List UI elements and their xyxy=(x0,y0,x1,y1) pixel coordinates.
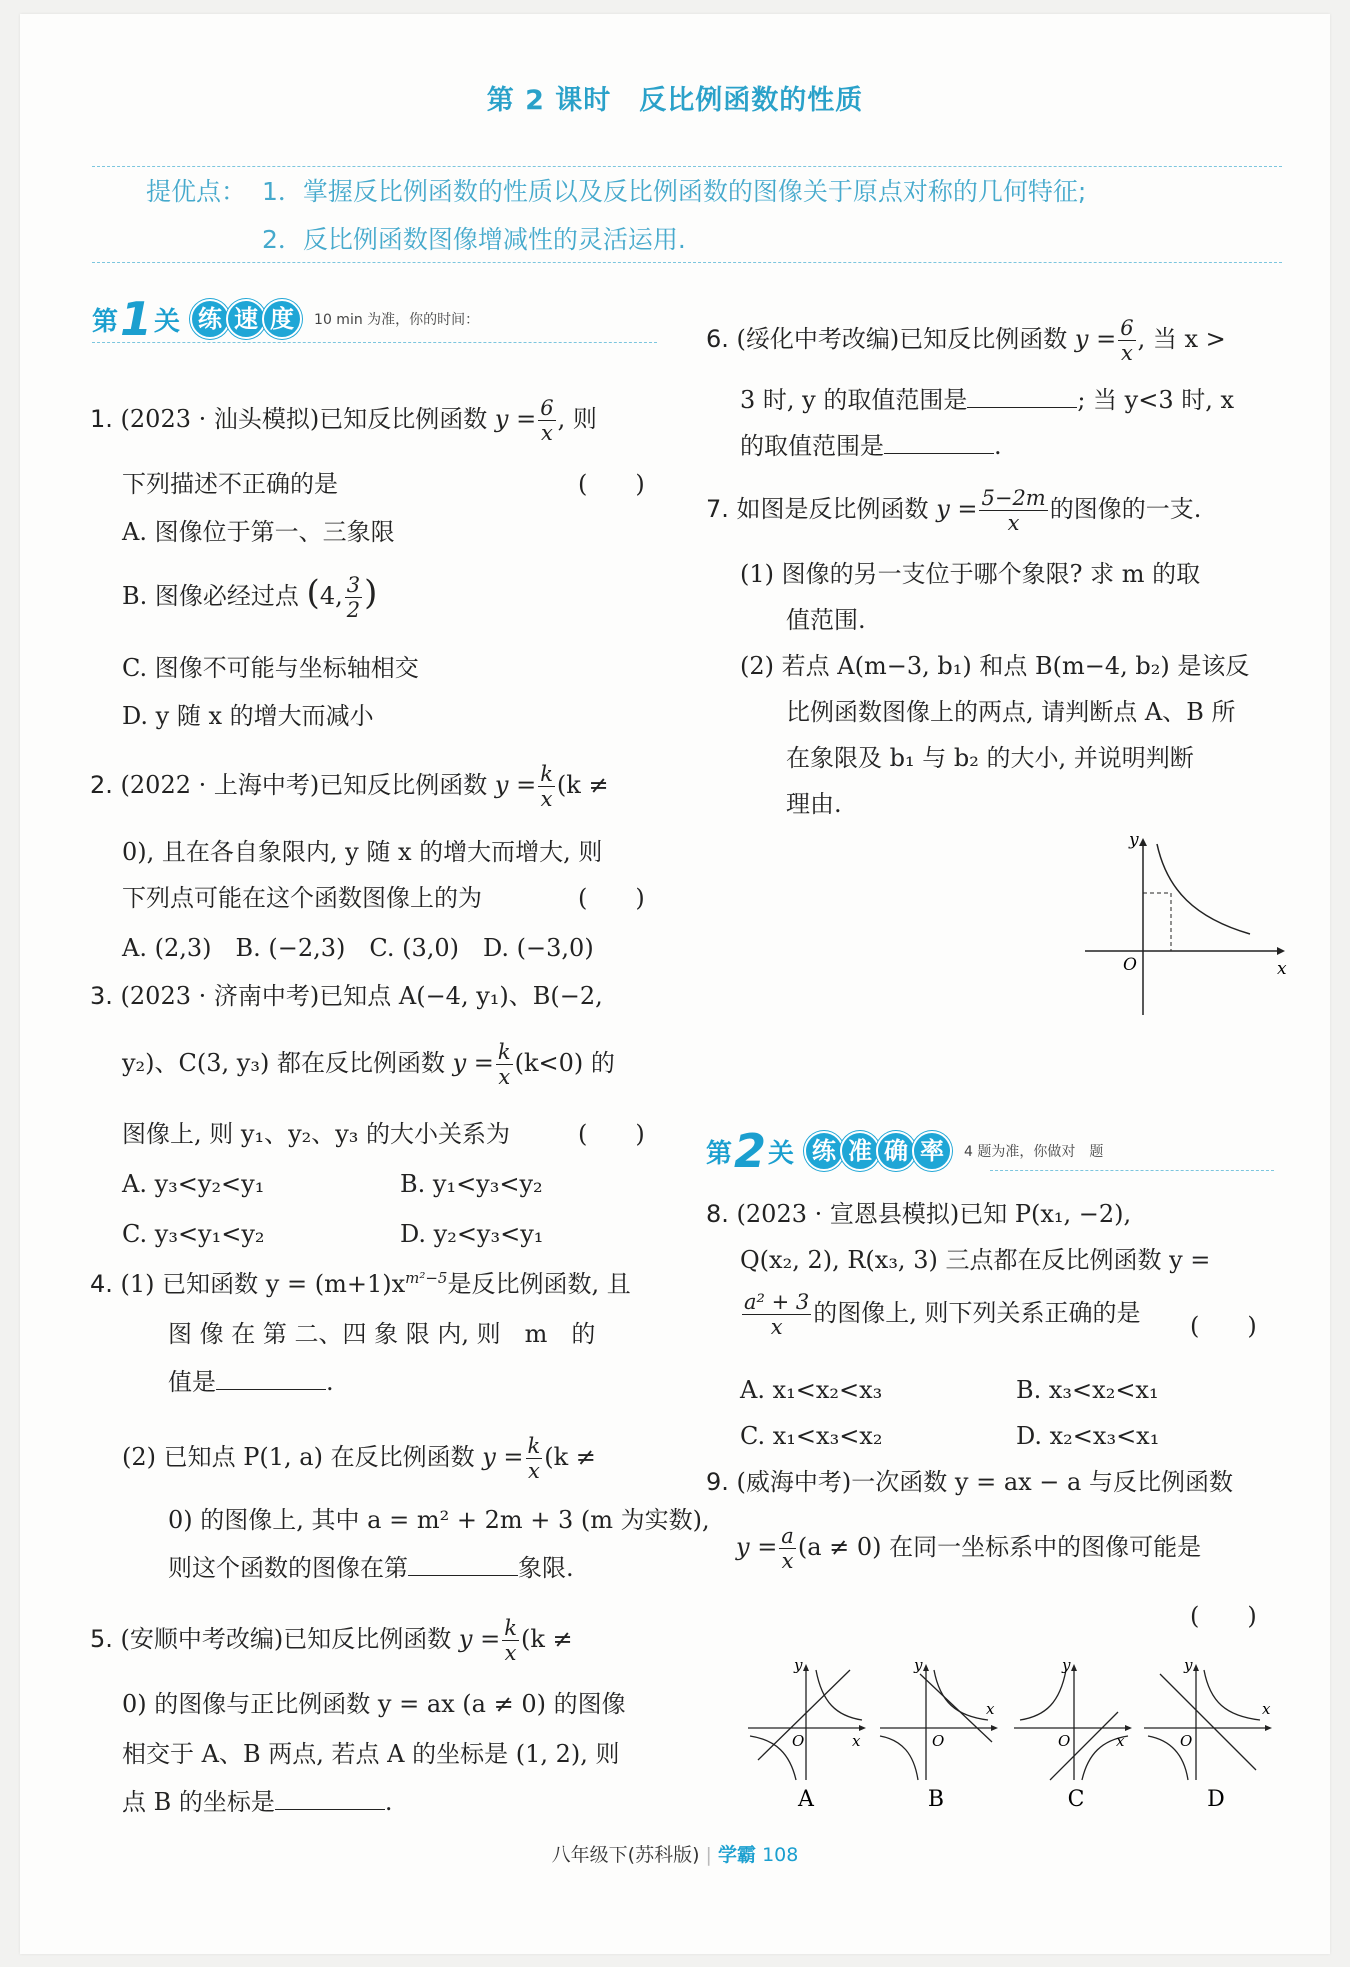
q1-number: 1. xyxy=(90,405,113,434)
q6-stem: 已知反比例函数 xyxy=(899,325,1068,354)
q2-stem: 已知反比例函数 xyxy=(319,771,488,800)
section2-header xyxy=(706,1124,1104,1178)
q4-part2-line3 xyxy=(168,1550,574,1586)
q7-y-arrow xyxy=(1139,838,1147,846)
q5-line2: 0) 的图像与正比例函数 y = ax (a ≠ 0) 的图像 xyxy=(122,1690,626,1718)
section2-underline xyxy=(990,1170,1274,1171)
q2-y-eq: y = xyxy=(494,771,537,800)
q1-option-b: B. 图像必经过点 (4, $\frac{3}{2}$ ) xyxy=(122,572,378,622)
q4-blank-2[interactable] xyxy=(408,1551,518,1576)
q9-frac-den: x xyxy=(781,1549,794,1574)
q4-y-eq: y = xyxy=(482,1443,524,1472)
q9-caption-c: C xyxy=(1067,1787,1085,1810)
q9-d-origin: O xyxy=(1180,1732,1193,1750)
section1-underline xyxy=(92,342,657,343)
q9-d-y-label: y xyxy=(1184,1656,1193,1674)
q4-frac-num: k xyxy=(527,1434,541,1458)
q1-y-eq: y = xyxy=(494,405,537,434)
q7-number: 7. xyxy=(706,495,729,524)
q8-option-b: B. x₃<x₂<x₁ xyxy=(1016,1376,1159,1404)
q5-y-eq: y = xyxy=(458,1625,501,1654)
q7-origin-label: O xyxy=(1123,955,1137,975)
section1-badge-char: 度 xyxy=(262,299,302,339)
q8-answer-paren: ( ) xyxy=(1190,1312,1257,1340)
q1-fraction xyxy=(538,396,555,445)
q9-line2-text: (a ≠ 0) 在同一坐标系中的图像可能是 xyxy=(797,1533,1202,1562)
q4-part1-end: 是反比例函数, 且 xyxy=(447,1270,631,1298)
q3-option-d: D. y₂<y₃<y₁ xyxy=(400,1220,544,1248)
q8-line3-text: 的图像上, 则下列关系正确的是 xyxy=(813,1299,1141,1328)
q3-number: 3. xyxy=(90,982,113,1010)
q8-stem: 已知 P(x₁, −2), xyxy=(959,1200,1132,1228)
q5-line1 xyxy=(90,1616,573,1665)
q9-graphs xyxy=(740,1650,1280,1810)
q3-source: (2023 · 济南中考) xyxy=(120,982,320,1010)
section2-badge-char: 确 xyxy=(876,1131,916,1171)
q2-number: 2. xyxy=(90,771,113,800)
q3-line2-text: y₂)、C(3, y₃) 都在反比例函数 xyxy=(122,1049,445,1078)
q7-line1 xyxy=(706,486,1201,535)
q4-part2-text: (2) 已知点 P(1, a) 在反比例函数 xyxy=(122,1443,475,1472)
q3-frac-num: k xyxy=(497,1040,511,1064)
q1-b-frac-den: 2 xyxy=(346,598,361,622)
section2-badge-char: 练 xyxy=(804,1131,844,1171)
footer-brand: 学霸 xyxy=(718,1844,757,1866)
q1-option-a: A. 图像位于第一、三象限 xyxy=(122,518,395,546)
footer-grade: 八年级下(苏科版) xyxy=(551,1844,700,1866)
q9-stem: 一次函数 y = ax − a 与反比例函数 xyxy=(851,1468,1233,1496)
section2-di: 第 xyxy=(706,1138,733,1169)
q6-frac-den: x xyxy=(1120,341,1133,366)
q2-stem-end: (k ≠ xyxy=(556,771,609,800)
q9-caption-d: D xyxy=(1207,1787,1225,1810)
q5-frac-den: x xyxy=(504,1641,517,1666)
q8-number: 8. xyxy=(706,1200,729,1228)
q9-y-eq: y = xyxy=(736,1533,778,1562)
q5-stem: 已知反比例函数 xyxy=(283,1625,452,1654)
q9-line1 xyxy=(706,1464,1233,1500)
q7-part2-line2: 比例函数图像上的两点, 请判断点 A、B 所 xyxy=(786,698,1236,726)
q9-fraction xyxy=(779,1524,796,1573)
q4-frac-den: x xyxy=(527,1459,540,1484)
q5-fraction xyxy=(502,1616,519,1665)
q3-option-c: C. y₃<y₁<y₂ xyxy=(122,1220,265,1248)
section1-note: 10 min 为准，你的时间： xyxy=(314,312,480,328)
q2-fraction xyxy=(538,762,555,811)
q1-option-b-point: 4, xyxy=(319,582,343,610)
q1-line2: 下列描述不正确的是 xyxy=(122,470,338,498)
goal-top-border xyxy=(92,166,1282,167)
q3-line2-end: (k<0) 的 xyxy=(514,1049,615,1078)
q8-option-c: C. x₁<x₃<x₂ xyxy=(740,1422,883,1450)
section1-badge-char: 练 xyxy=(190,299,230,339)
q1-option-c: C. 图像不可能与坐标轴相交 xyxy=(122,654,419,682)
q9-b-origin: O xyxy=(932,1732,945,1750)
page-footer: 八年级下(苏科版) | 学霸 108 xyxy=(551,1844,799,1866)
q6-line3-text: 的取值范围是 xyxy=(740,432,884,460)
q9-graph-b xyxy=(880,1656,998,1780)
q4-part1-line2: 图 像 在 第 二、四 象 限 内, 则 m 的 xyxy=(168,1320,596,1348)
q6-line2-text: 3 时, y 的取值范围是 xyxy=(740,386,968,414)
q9-graph-c xyxy=(1014,1656,1132,1780)
q5-stem-end: (k ≠ xyxy=(520,1625,573,1654)
section2-badge-char: 准 xyxy=(840,1131,880,1171)
q3-option-b: B. y₁<y₃<y₂ xyxy=(400,1170,543,1198)
q7-part2-line3: 在象限及 b₁ 与 b₂ 的大小, 并说明判断 xyxy=(786,744,1194,772)
q9-b-x-label: x xyxy=(986,1700,995,1718)
section1-guan: 关 xyxy=(154,306,181,337)
q6-line2-end: ; 当 y<3 时, x xyxy=(1077,386,1235,414)
q8-source: (2023 · 宣恩县模拟) xyxy=(736,1200,960,1228)
q4-part2-line2: 0) 的图像上, 其中 a = m² + 2m + 3 (m 为实数), xyxy=(168,1506,710,1534)
q5-line4-text: 点 B 的坐标是 xyxy=(122,1788,275,1816)
section1-number: 1 xyxy=(120,292,153,346)
q7-part2-line4: 理由. xyxy=(786,790,842,818)
q6-stem-end: , 当 x > xyxy=(1137,325,1226,354)
q5-number: 5. xyxy=(90,1625,113,1654)
q4-part2-line1 xyxy=(122,1434,596,1483)
q8-fraction xyxy=(742,1290,811,1339)
q8-option-a: A. x₁<x₂<x₃ xyxy=(740,1376,883,1404)
q9-graph-a xyxy=(748,1656,866,1780)
q9-frac-num: a xyxy=(781,1524,794,1548)
q1-answer-paren: ( ) xyxy=(578,470,645,498)
q9-c-y-label: y xyxy=(1062,1656,1071,1674)
q9-c-x-label: x xyxy=(1116,1732,1125,1750)
goal-item-2: 2．反比例函数图像增减性的灵活运用. xyxy=(262,225,686,254)
q9-a-origin: O xyxy=(792,1732,805,1750)
q7-stem: 如图是反比例函数 xyxy=(736,495,929,524)
q9-answer-paren: ( ) xyxy=(1190,1602,1257,1630)
q9-a-x-label: x xyxy=(852,1732,861,1750)
q7-graph xyxy=(1085,830,1290,1015)
footer-page-number: 108 xyxy=(762,1844,799,1866)
q1-frac-den: x xyxy=(540,421,553,446)
q1-option-d: D. y 随 x 的增大而减小 xyxy=(122,702,374,730)
q7-y-eq: y = xyxy=(936,495,978,524)
q8-line1 xyxy=(706,1196,1131,1232)
q6-blank-1[interactable] xyxy=(967,383,1077,408)
q4-exponent: m²−5 xyxy=(405,1269,448,1287)
q3-frac-den: x xyxy=(498,1065,511,1090)
section1-badge-char: 速 xyxy=(226,299,266,339)
q6-y-eq: y = xyxy=(1074,325,1117,354)
section1-di: 第 xyxy=(92,306,119,337)
q7-curve xyxy=(1157,844,1250,934)
q2-options: A. (2,3) B. (−2,3) C. (3,0) D. (−3,0) xyxy=(122,934,594,962)
q3-fraction xyxy=(496,1040,513,1089)
q7-part1-line2: 值范围. xyxy=(786,606,866,634)
section2-badge-char: 率 xyxy=(912,1131,952,1171)
q1-b-frac-num: 3 xyxy=(346,572,361,597)
q5-blank[interactable] xyxy=(275,1785,385,1810)
q4-part2-end: (k ≠ xyxy=(544,1443,596,1472)
section1-badge xyxy=(190,299,298,339)
q6-line3: 的取值范围是 . xyxy=(740,428,1002,464)
q9-c-origin: O xyxy=(1058,1732,1071,1750)
q5-frac-num: k xyxy=(504,1616,517,1640)
q7-x-arrow xyxy=(1277,947,1285,955)
goal-bottom-border xyxy=(92,262,1282,263)
q2-line3: 下列点可能在这个函数图像上的为 xyxy=(122,884,482,912)
q2-frac-num: k xyxy=(540,762,553,786)
q1-line1 xyxy=(90,396,597,445)
q3-option-a: A. y₃<y₂<y₁ xyxy=(122,1170,265,1198)
q8-line2: Q(x₂, 2), R(x₃, 3) 三点都在反比例函数 y = xyxy=(740,1246,1211,1274)
q6-source: (绥化中考改编) xyxy=(736,325,900,354)
q9-caption-b: B xyxy=(927,1787,945,1810)
section2-note: 4 题为准，你做对 题 xyxy=(964,1144,1104,1160)
q4-blank-1[interactable] xyxy=(216,1365,326,1390)
goal-item-1: 1．掌握反比例函数的性质以及反比例函数的图像关于原点对称的几何特征; xyxy=(262,177,1087,206)
q6-blank-2[interactable] xyxy=(884,429,994,454)
q1-option-b-text: B. 图像必经过点 xyxy=(122,582,299,610)
q9-b-y-label: y xyxy=(914,1656,923,1674)
q9-graph-d xyxy=(1144,1656,1272,1780)
q4-part1-line3: 值是 . xyxy=(168,1364,334,1400)
q4-part1-text: (1) 已知函数 y = (m+1)x xyxy=(120,1270,406,1298)
q3-y-eq: y = xyxy=(452,1049,494,1078)
q7-frac-num: 5−2m xyxy=(981,486,1046,510)
q7-fraction xyxy=(979,486,1047,535)
q1-stem-end: , 则 xyxy=(557,405,597,434)
q1-option-b-fraction xyxy=(345,573,362,622)
q5-line4: 点 B 的坐标是 . xyxy=(122,1784,393,1820)
section2-guan: 关 xyxy=(768,1138,795,1169)
section1-header xyxy=(92,292,480,346)
q3-line2 xyxy=(122,1040,615,1089)
q7-stem-end: 的图像的一支. xyxy=(1049,495,1202,524)
q2-source: (2022 · 上海中考) xyxy=(120,771,320,800)
q7-part1: (1) 图像的另一支位于哪个象限? 求 m 的取 xyxy=(740,560,1201,588)
q1-stem: 已知反比例函数 xyxy=(319,405,488,434)
q6-frac-num: 6 xyxy=(1120,316,1134,340)
q9-number: 9. xyxy=(706,1468,729,1496)
q4-part1-line3-text: 值是 xyxy=(168,1368,216,1396)
q5-source: (安顺中考改编) xyxy=(120,1625,284,1654)
q1-source: (2023 · 汕头模拟) xyxy=(120,405,320,434)
q8-frac-den: x xyxy=(770,1315,783,1340)
q2-frac-den: x xyxy=(540,787,553,812)
section2-badge xyxy=(804,1131,948,1171)
q3-stem: 已知点 A(−4, y₁)、B(−2, xyxy=(319,982,603,1010)
q9-d-x-label: x xyxy=(1262,1700,1271,1718)
q9-source: (威海中考) xyxy=(736,1468,852,1496)
section2-number: 2 xyxy=(734,1124,767,1178)
q4-part2-line3-end: 象限. xyxy=(518,1554,574,1582)
q3-answer-paren: ( ) xyxy=(578,1120,645,1148)
page-title: 第 2 课时 反比例函数的性质 xyxy=(486,85,864,116)
q6-fraction xyxy=(1118,316,1135,365)
q3-line3: 图像上, 则 y₁、y₂、y₃ 的大小关系为 xyxy=(122,1120,511,1148)
q8-frac-num: a² + 3 xyxy=(744,1290,810,1314)
q3-line1 xyxy=(90,978,603,1014)
q4-fraction xyxy=(526,1434,543,1483)
q9-caption-a: A xyxy=(798,1787,814,1810)
q2-answer-paren: ( ) xyxy=(578,884,645,912)
q6-number: 6. xyxy=(706,325,729,354)
q1-frac-num: 6 xyxy=(540,396,554,420)
q7-y-label: y xyxy=(1129,830,1139,850)
q5-line3: 相交于 A、B 两点, 若点 A 的坐标是 (1, 2), 则 xyxy=(122,1740,620,1768)
q6-line2 xyxy=(740,382,1234,418)
q2-line2: 0), 且在各自象限内, y 随 x 的增大而增大, 则 xyxy=(122,838,603,866)
q2-line1 xyxy=(90,762,609,811)
q4-line1 xyxy=(90,1266,631,1302)
q6-line1 xyxy=(706,316,1226,365)
q7-part2: (2) 若点 A(m−3, b₁) 和点 B(m−4, b₂) 是该反 xyxy=(740,652,1250,680)
q9-line2 xyxy=(736,1524,1201,1573)
q9-a-y-label: y xyxy=(794,1656,803,1674)
goal-label: 提优点： xyxy=(146,177,247,206)
q8-line3 xyxy=(740,1290,1141,1339)
q4-part2-line3-text: 则这个函数的图像在第 xyxy=(168,1554,408,1582)
q7-frac-den: x xyxy=(1007,511,1020,536)
q4-number: 4. xyxy=(90,1270,113,1298)
q8-option-d: D. x₂<x₃<x₁ xyxy=(1016,1422,1160,1450)
q7-x-label: x xyxy=(1277,959,1287,979)
